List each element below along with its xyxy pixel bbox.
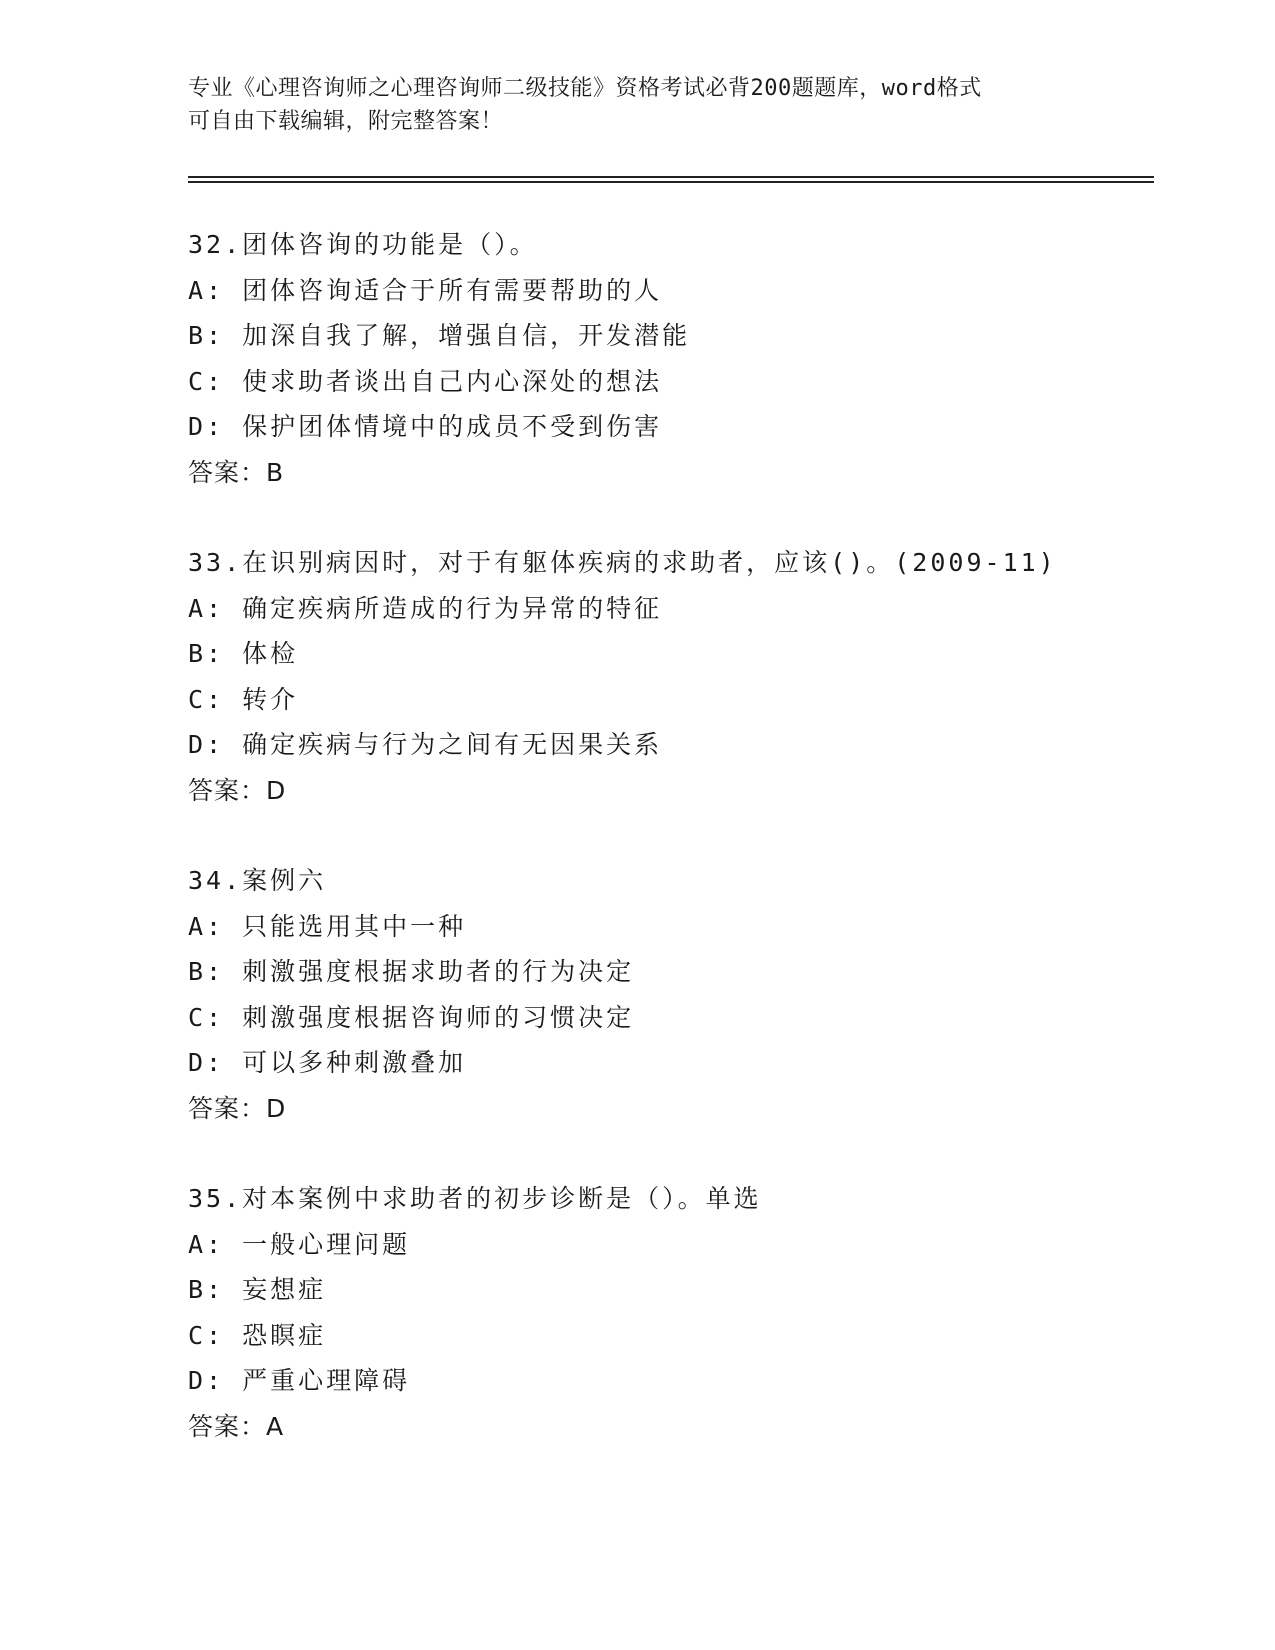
header-divider-top <box>188 176 1154 178</box>
option-c: C: 恐瞑症 <box>188 1320 327 1350</box>
question-33 <box>188 540 1148 813</box>
question-stem: 35.对本案例中求助者的初步诊断是（）。单选 <box>188 1184 762 1213</box>
header-line-1: 专业《心理咨询师之心理咨询师二级技能》资格考试必背200题题库，word格式 <box>188 76 982 101</box>
option-a: A: 确定疾病所造成的行为异常的特征 <box>188 593 663 623</box>
option-c: C: 使求助者谈出自己内心深处的想法 <box>188 366 663 396</box>
answer: 答案：B <box>188 457 285 487</box>
answer: 答案：D <box>188 1093 287 1123</box>
option-d: D: 严重心理障碍 <box>188 1366 411 1395</box>
question-32 <box>188 222 1148 495</box>
option-a: A: 团体咨询适合于所有需要帮助的人 <box>188 275 663 305</box>
option-d: D: 保护团体情境中的成员不受到伤害 <box>188 412 663 441</box>
option-b: B: 体检 <box>188 639 299 668</box>
option-d: D: 确定疾病与行为之间有无因果关系 <box>188 730 663 759</box>
option-c: C: 刺激强度根据咨询师的习惯决定 <box>188 1002 635 1032</box>
option-c: C: 转介 <box>188 684 299 714</box>
option-b: B: 刺激强度根据求助者的行为决定 <box>188 957 635 986</box>
header-divider-bottom <box>188 181 1154 183</box>
option-a: A: 一般心理问题 <box>188 1229 411 1259</box>
option-a: A: 只能选用其中一种 <box>188 911 467 941</box>
option-d: D: 可以多种刺激叠加 <box>188 1048 467 1077</box>
question-stem: 33.在识别病因时，对于有躯体疾病的求助者，应该()。(2009-11) <box>188 548 1057 577</box>
option-b: B: 加深自我了解，增强自信，开发潜能 <box>188 321 691 350</box>
option-b: B: 妄想症 <box>188 1275 327 1304</box>
answer: 答案：D <box>188 775 287 805</box>
question-stem: 34.案例六 <box>188 866 327 895</box>
question-stem: 32.团体咨询的功能是（）。 <box>188 230 538 259</box>
answer: 答案：A <box>188 1411 285 1441</box>
question-35 <box>188 1176 1148 1449</box>
question-34 <box>188 858 1148 1131</box>
header-line-2: 可自由下载编辑，附完整答案！ <box>188 109 504 134</box>
document-header <box>188 72 1088 138</box>
